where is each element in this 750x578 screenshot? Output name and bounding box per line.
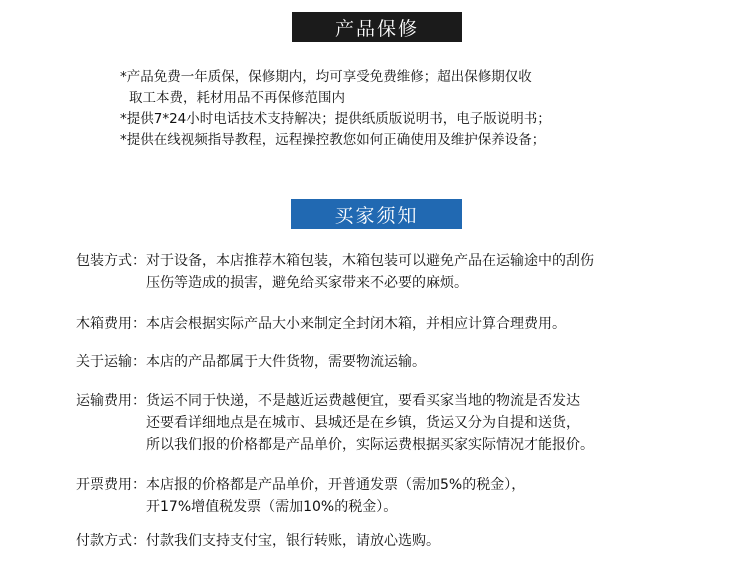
- notice-line: 本店会根据实际产品大小来制定全封闭木箱，并相应计算合理费用。: [146, 316, 566, 332]
- warranty-section: [120, 67, 680, 151]
- notice-body: [146, 474, 525, 518]
- notice-body: [146, 313, 566, 335]
- notice-line: 货运不同于快递，不是越近运费越便宜，要看买家当地的物流是否发达: [146, 393, 580, 409]
- notice-item-transport: [76, 351, 716, 373]
- warranty-line: *提供7*24小时电话技术支持解决；提供纸质版说明书，电子版说明书；: [120, 111, 551, 127]
- notice-line: 开17%增值税发票（需加10%的税金）。: [146, 499, 398, 515]
- notice-line: 还要看详细地点是在城市、县城还是在乡镇，货运又分为自提和送货，: [146, 415, 580, 431]
- notice-line: 本店的产品都属于大件货物，需要物流运输。: [146, 354, 426, 370]
- warranty-line: *提供在线视频指导教程，远程操控教您如何正确使用及维护保养设备；: [120, 132, 546, 148]
- notice-line: 压伤等造成的损害，避免给买家带来不必要的麻烦。: [146, 275, 468, 291]
- notice-line: 所以我们报的价格都是产品单价，实际运费根据买家实际情况才能报价。: [146, 437, 594, 453]
- notice-item-packaging: [76, 250, 716, 294]
- notice-line: 付款我们支持支付宝，银行转账，请放心选购。: [146, 533, 440, 549]
- notice-item-payment: [76, 530, 716, 552]
- warranty-line: 取工本费，耗材用品不再保修范围内: [129, 90, 345, 106]
- notice-item-shipping-fee: [76, 390, 716, 456]
- notice-item-invoice-fee: [76, 474, 716, 518]
- warranty-title-banner: [292, 12, 462, 42]
- notice-line: 本店报的价格都是产品单价，开普通发票（需加5%的税金），: [146, 477, 526, 493]
- notice-label: 运输费用：: [76, 393, 146, 409]
- notice-label: 关于运输：: [76, 354, 146, 370]
- notice-body: [146, 530, 440, 552]
- notice-label: 包装方式：: [76, 253, 146, 269]
- notice-label: 付款方式：: [76, 533, 146, 549]
- notice-item-crate-fee: [76, 313, 716, 335]
- buyer-notice-title: 买家须知: [334, 204, 419, 227]
- notice-body: [146, 390, 594, 456]
- warranty-title: 产品保修: [334, 17, 419, 40]
- notice-body: [146, 250, 594, 294]
- notice-body: [146, 351, 426, 373]
- notice-line: 对于设备，本店推荐木箱包装，木箱包装可以避免产品在运输途中的刮伤: [146, 253, 594, 269]
- buyer-notice-title-banner: [291, 199, 462, 229]
- notice-label: 木箱费用：: [76, 316, 146, 332]
- warranty-line: *产品免费一年质保，保修期内，均可享受免费维修；超出保修期仅收: [120, 69, 532, 85]
- notice-label: 开票费用：: [76, 477, 146, 493]
